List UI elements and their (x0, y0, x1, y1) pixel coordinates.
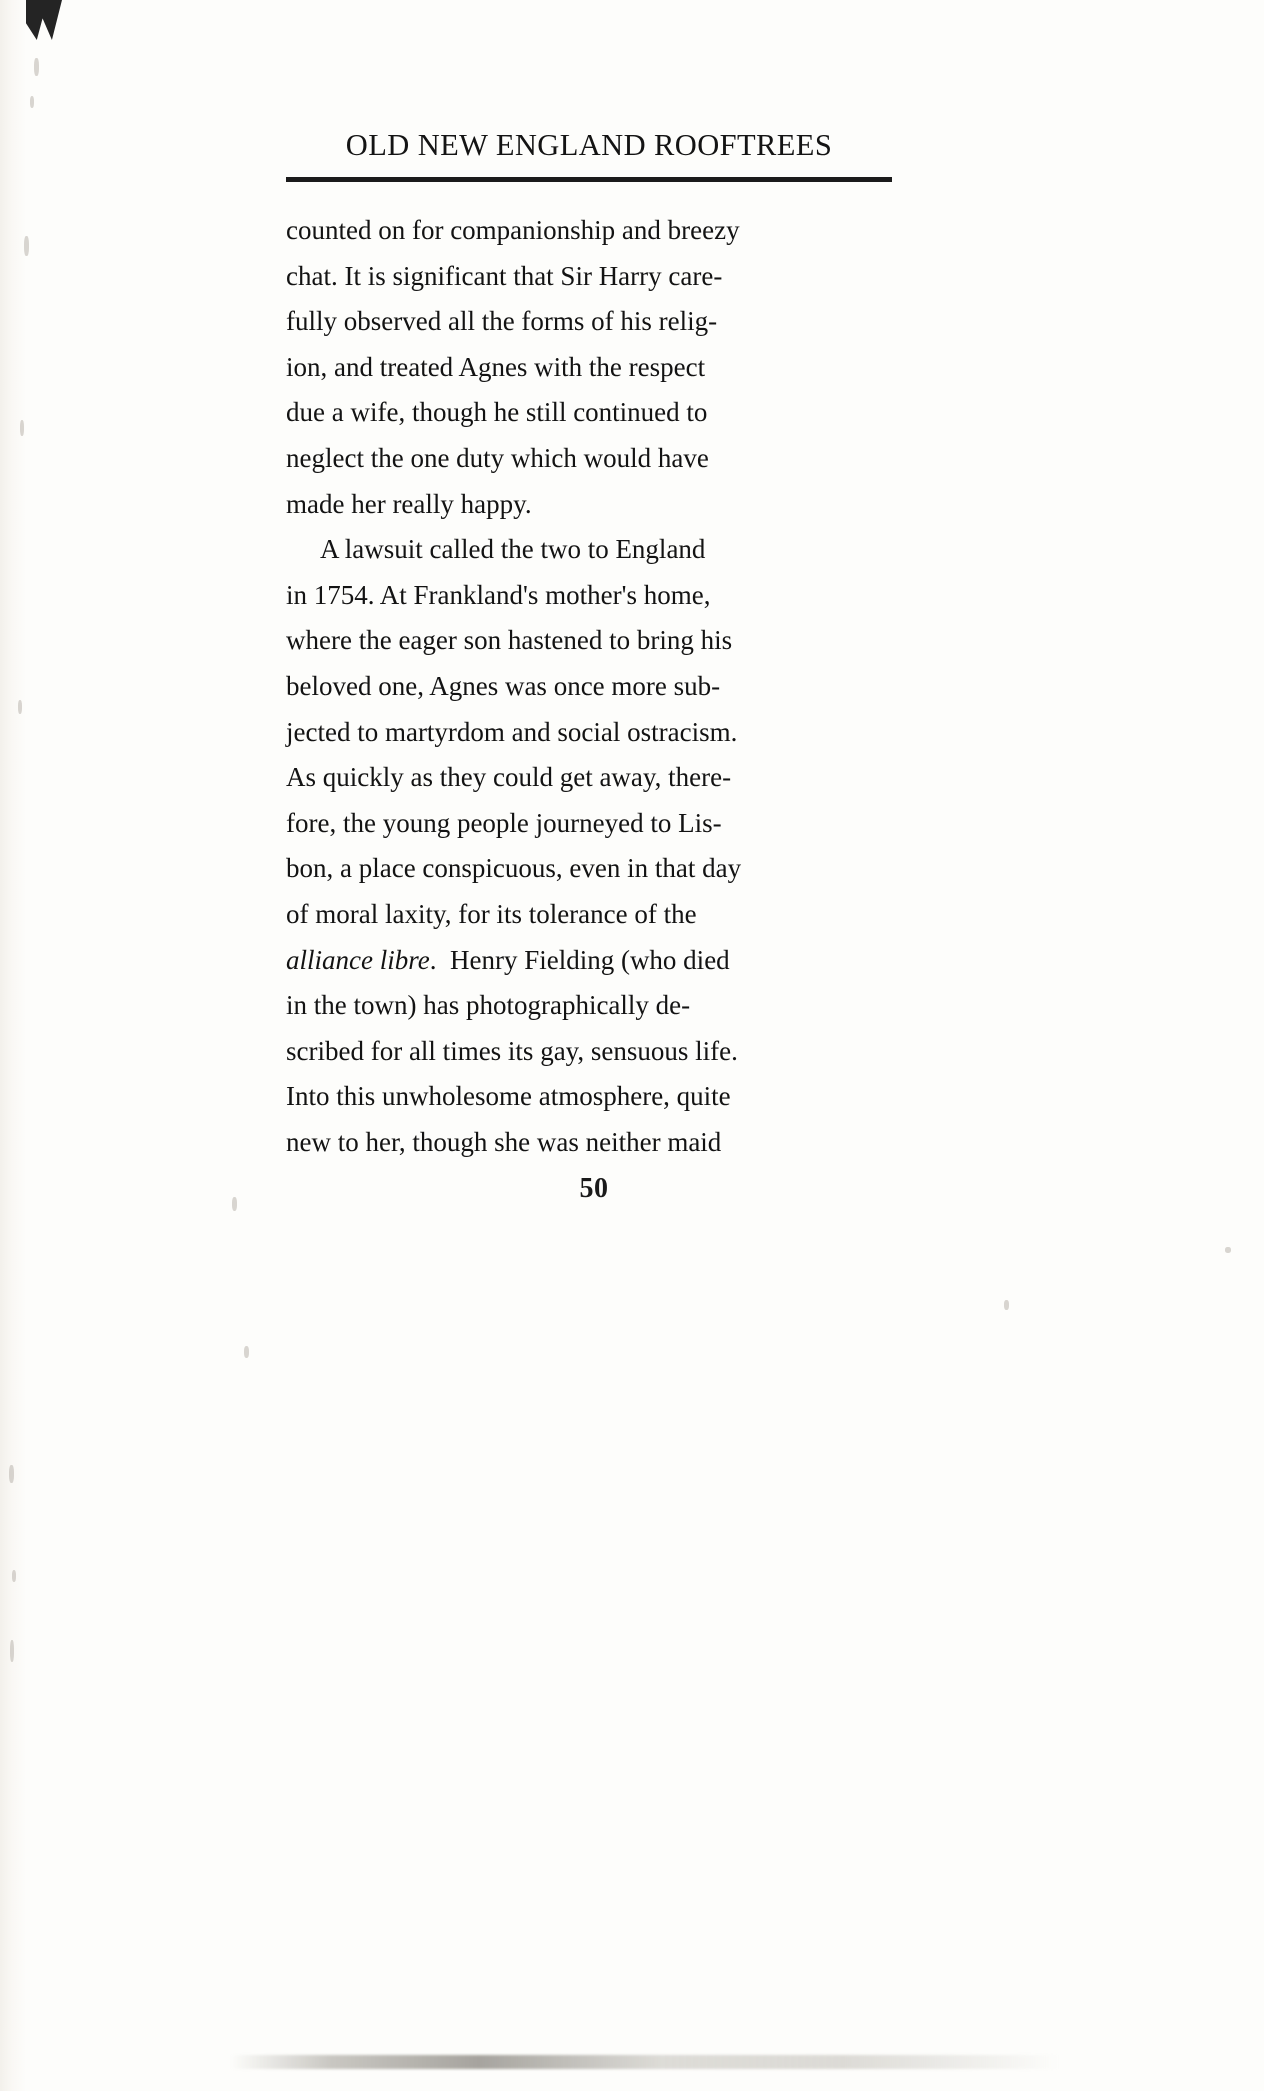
scan-speck (34, 58, 39, 76)
text-line: fully observed all the forms of his relig- (286, 306, 718, 337)
scan-corner-artifact (26, 0, 62, 40)
text-line: Into this unwholesome atmosphere, quite (286, 1081, 731, 1112)
text-line: made her really happy. (286, 488, 532, 519)
text-line: fore, the young people journeyed to Lis- (286, 807, 722, 838)
text-line: where the eager son hastened to bring his (286, 625, 733, 656)
text-line: bon, a place conspicuous, even in that day (286, 853, 742, 884)
text-line: beloved one, Agnes was once more sub- (286, 670, 721, 701)
scan-speck (1225, 1247, 1231, 1253)
text-line-italic-start (286, 938, 892, 984)
scan-speck (12, 1570, 16, 1582)
scan-edge-artifact (0, 0, 26, 2091)
paragraph (286, 527, 892, 1165)
text-line: jected to martyrdom and social ostracism. (286, 716, 738, 747)
text-line: counted on for companionship and breezy (286, 215, 740, 245)
scan-speck (244, 1346, 249, 1358)
paragraph (286, 208, 892, 527)
scan-speck (20, 420, 24, 436)
scan-bottom-smudge (230, 2055, 1060, 2069)
text-line: new to her, though she was neither maid (286, 1126, 722, 1157)
text-line: chat. It is significant that Sir Harry care- (286, 260, 723, 291)
scan-speck (24, 236, 29, 256)
italic-phrase: alliance libre (286, 944, 430, 975)
scan-speck (1004, 1300, 1009, 1310)
text-line: in the town) has photographically de- (286, 990, 691, 1021)
text-line: As quickly as they could get away, there- (286, 762, 732, 793)
text-line: due a wife, though he still continued to (286, 397, 708, 428)
scan-speck (9, 1465, 14, 1483)
text-line: neglect the one duty which would have (286, 442, 709, 473)
text-line: ion, and treated Agnes with the respect (286, 351, 706, 382)
text-line: A lawsuit called the two to England (320, 534, 706, 565)
scan-speck (10, 1640, 14, 1662)
scan-speck (30, 96, 34, 108)
page-title: OLD NEW ENGLAND ROOFTREES (345, 128, 833, 162)
text-line: of moral laxity, for its tolerance of the (286, 898, 697, 929)
text-line: in 1754. At Frankland's mother's home, (286, 579, 711, 610)
text-line: scribed for all times its gay, sensuous life. (286, 1035, 738, 1066)
scan-speck (232, 1197, 237, 1211)
scan-speck (18, 700, 22, 714)
text-line-remainder: . Henry Fielding (who died (429, 944, 730, 975)
header-divider (286, 177, 892, 182)
page-number: 50 (579, 1173, 609, 1205)
page-content (286, 128, 892, 1205)
body-text (286, 208, 892, 1165)
